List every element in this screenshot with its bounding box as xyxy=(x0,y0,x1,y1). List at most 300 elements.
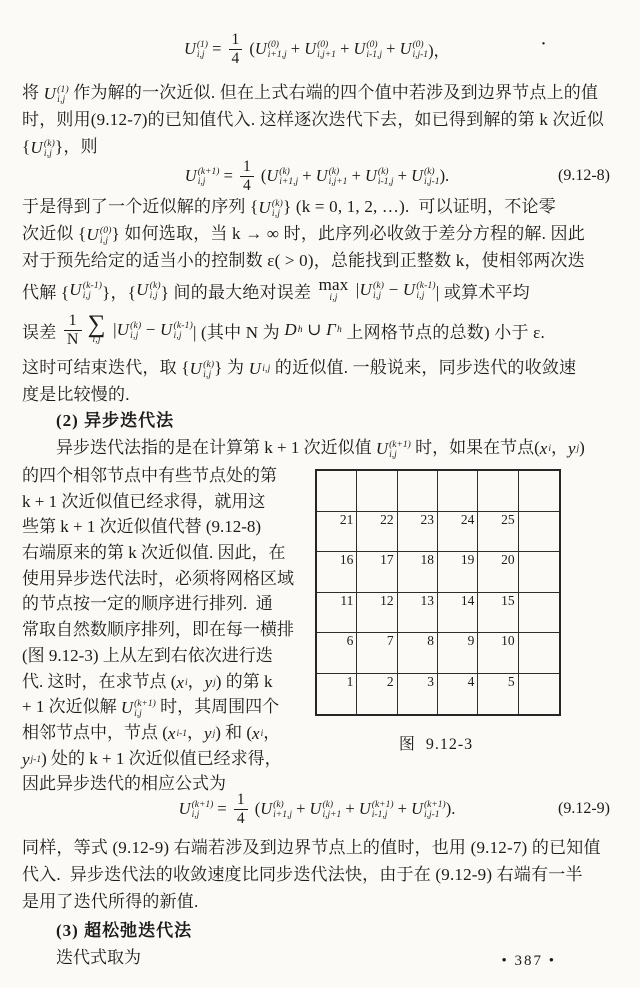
fraction-numerator: 1 xyxy=(236,791,245,809)
math-scripts xyxy=(174,322,193,342)
math-superscript: (k) xyxy=(43,139,56,150)
grid-cell xyxy=(398,512,438,553)
text-line xyxy=(22,641,316,667)
grid-node-number: 23 xyxy=(420,511,434,527)
grid-cell xyxy=(398,552,438,593)
grid-cell xyxy=(317,633,357,674)
math-term xyxy=(86,225,111,245)
page-number: • 387 • xyxy=(501,953,556,969)
text-run: 对于预先给定的适当小的控制数 ε( > 0)，总能找到正整数 k，使相邻两次迭 xyxy=(22,251,585,270)
grid-node-number: 4 xyxy=(467,673,475,689)
math-term xyxy=(568,439,579,459)
text-run: 异步迭代法指的是在计算第 k + 1 次近似值 xyxy=(56,438,376,457)
grid-cell xyxy=(438,593,478,634)
text-run: 时，如果在节点( xyxy=(410,438,540,457)
figure-caption: 图 9.12-3 xyxy=(398,736,474,753)
grid-node-number: 5 xyxy=(507,673,515,689)
text-run: 代. 这时，在求节点 ( xyxy=(22,671,177,691)
math-subscript: j xyxy=(213,677,216,688)
fraction-numerator: 1 xyxy=(68,311,77,329)
math-subscript: j xyxy=(576,444,580,455)
math-superscript: (0) xyxy=(317,40,329,50)
math-subscript: i,j xyxy=(203,370,212,381)
text-run: + xyxy=(298,166,316,185)
grid-cell xyxy=(438,552,478,593)
text-run: 于是得到了一个近似解的序列 { xyxy=(22,197,259,216)
fraction-denominator: 4 xyxy=(234,809,248,827)
math-base: U xyxy=(399,39,412,58)
text-line xyxy=(22,105,616,132)
math-term xyxy=(69,280,102,300)
math-superscript: (k+1) xyxy=(191,800,214,810)
text-run: (图 9.12-3) 上从左到右依次进行迭 xyxy=(22,645,273,665)
equation-body xyxy=(185,158,449,193)
grid-cell xyxy=(357,633,397,674)
math-superscript: (k) xyxy=(203,360,215,371)
text-run: 同样，等式 (9.12-9) 右端若涉及到边界节点上的值时，也用 (9.12-7) 的已知值 xyxy=(22,838,601,857)
math-subscript: i,j xyxy=(82,291,91,301)
math-scripts xyxy=(373,282,384,302)
math-subscript: i,j-1 xyxy=(412,50,429,60)
math-superscript: (0) xyxy=(412,40,424,50)
text-run: 代解 { xyxy=(22,282,70,302)
math-term xyxy=(252,724,263,744)
math-under-limit: i,j xyxy=(329,293,338,304)
section3-lead-line: 迭代式取为 xyxy=(56,948,141,967)
grid-cell xyxy=(478,593,518,634)
math-base: U xyxy=(266,166,279,185)
text-run: | xyxy=(108,320,117,339)
math-base: U xyxy=(184,166,197,185)
text-run: 的近似值. 一般说来，同步迭代的收敛速 xyxy=(270,358,577,377)
math-superscript: (k+1) xyxy=(197,167,220,177)
math-subscript: i,j xyxy=(99,236,109,247)
math-underscript xyxy=(87,311,106,346)
grid-cell xyxy=(519,552,559,593)
text-run: } 如何选取，当 k → ∞ 时，此序列必收敛于差分方程的解. 因此 xyxy=(111,224,585,243)
grid-figure xyxy=(315,469,561,716)
grid-node-number: 19 xyxy=(460,552,475,567)
fraction-denominator: 4 xyxy=(240,176,254,194)
text-run: 上网格节点的总数) 小于 ε. xyxy=(341,322,545,342)
math-superscript: (k) xyxy=(423,167,435,177)
math-subscript: i,j xyxy=(416,291,425,301)
math-base: U xyxy=(402,280,416,299)
grid-cell xyxy=(357,674,397,715)
equation-body xyxy=(184,31,450,66)
text-run: 使用异步迭代法时，必须将网格区域 xyxy=(22,568,294,588)
math-scripts xyxy=(322,801,341,821)
text-run: } 为 xyxy=(214,358,249,377)
math-superscript: (k) xyxy=(130,321,142,331)
text-line xyxy=(22,219,616,246)
grid-cell xyxy=(478,674,518,715)
math-subscript: i,j xyxy=(134,709,142,720)
text-line xyxy=(22,380,616,407)
grid-cell xyxy=(478,512,518,553)
math-term xyxy=(304,39,336,59)
text-run: + xyxy=(286,39,305,58)
math-base: y xyxy=(204,723,212,743)
grid-node-number: 6 xyxy=(346,633,354,648)
math-term xyxy=(310,799,342,819)
math-subscript: i+1,j xyxy=(279,177,299,187)
math-subscript: i,j xyxy=(196,50,205,60)
math-base: U xyxy=(30,138,43,158)
math-term xyxy=(376,439,411,459)
math-underscript xyxy=(319,276,349,304)
text-run: 时，其周围四个 xyxy=(155,697,280,717)
grid-node-number: 25 xyxy=(501,511,515,527)
fraction xyxy=(240,158,254,193)
math-subscript: i,j xyxy=(173,331,182,341)
math-base: y xyxy=(204,672,213,692)
text-run: 误差 xyxy=(22,322,61,342)
math-subscript: i-1,j xyxy=(366,50,382,60)
grid-cell xyxy=(438,633,478,674)
math-base: max xyxy=(318,275,349,295)
math-subscript: i,j xyxy=(271,209,281,220)
math-term xyxy=(44,84,69,104)
math-subscript: i,j+1 xyxy=(322,810,342,820)
math-term xyxy=(359,799,394,819)
math-superscript: (k+1) xyxy=(389,440,411,451)
math-scripts xyxy=(372,801,394,821)
grid-cell xyxy=(317,593,357,634)
math-subscript: h xyxy=(336,325,342,335)
text-line xyxy=(22,192,616,219)
fraction-denominator: N xyxy=(64,330,82,349)
math-scripts xyxy=(150,282,161,302)
text-run: + xyxy=(382,39,400,58)
math-base: U xyxy=(258,198,271,218)
text-run: 是用了迭代所得的新值. xyxy=(22,892,199,911)
text-run: − xyxy=(384,280,403,299)
math-subscript: i-1,j xyxy=(371,810,388,820)
math-subscript: i xyxy=(184,677,188,688)
left-column-text xyxy=(22,461,316,795)
math-term xyxy=(249,359,271,379)
math-subscript: i xyxy=(548,444,551,455)
text-line xyxy=(22,744,316,770)
math-term xyxy=(184,39,208,59)
grid-node-number: 20 xyxy=(501,552,515,567)
text-run: 度是比较慢的. xyxy=(22,385,130,404)
math-base: U xyxy=(120,698,134,718)
math-subscript: i,j xyxy=(389,450,397,461)
text-run: ∪ xyxy=(302,320,327,339)
text-run: ( xyxy=(245,39,255,58)
text-run: + 1 次近似解 xyxy=(22,697,121,717)
math-base: x xyxy=(176,672,184,692)
math-term xyxy=(168,724,187,744)
text-run: 次近似 { xyxy=(22,224,87,243)
math-subscript: i,j xyxy=(57,95,66,106)
math-base: U xyxy=(411,799,423,818)
text-run: 这时可结束迭代，取 { xyxy=(22,358,190,377)
fraction-numerator: 1 xyxy=(243,158,251,176)
math-term xyxy=(22,750,41,770)
text-line xyxy=(22,512,316,538)
math-base: U xyxy=(43,84,57,104)
grid-cell xyxy=(438,512,478,553)
text-line xyxy=(22,564,316,590)
math-scripts xyxy=(203,361,214,381)
grid-node-number: 22 xyxy=(380,511,394,527)
text-line xyxy=(22,860,616,887)
math-term xyxy=(326,320,342,340)
math-term xyxy=(160,320,193,340)
math-subscript: i,j xyxy=(373,291,382,301)
text-line xyxy=(22,887,616,914)
math-base: U xyxy=(69,280,82,299)
text-line xyxy=(22,273,616,307)
text-run: 右端原来的第 k 次近似值. 因此，在 xyxy=(22,543,286,563)
text-run: | xyxy=(351,280,360,299)
math-term xyxy=(136,280,161,300)
text-run: + xyxy=(335,39,354,58)
math-scripts xyxy=(424,801,446,821)
math-superscript: (1) xyxy=(196,40,208,50)
text-run: )， xyxy=(428,41,451,60)
math-base: U xyxy=(315,166,328,185)
grid-cell xyxy=(478,471,518,512)
math-subscript: j-1 xyxy=(30,754,42,765)
math-base: U xyxy=(411,166,423,185)
text-run: ) 的第 k xyxy=(215,671,273,691)
math-superscript: (k+1) xyxy=(371,800,394,810)
grid-node-number: 12 xyxy=(380,592,394,608)
grid-node-number: 1 xyxy=(346,673,354,689)
section-heading-sor: (3) 超松弛迭代法 xyxy=(56,921,193,940)
math-base: y xyxy=(22,749,30,769)
math-term xyxy=(205,673,216,693)
text-run: 作为解的一次近似. 但在上式右端的四个值中若涉及到边界节点上的值 xyxy=(68,83,599,102)
text-run: } (k = 0, 1, 2, …). 可以证明，不论零 xyxy=(283,197,556,216)
print-speck: · xyxy=(541,36,547,52)
math-base: U xyxy=(248,359,262,379)
grid-cell xyxy=(317,512,357,553)
grid-cell xyxy=(398,471,438,512)
math-term xyxy=(185,166,220,186)
math-base: x xyxy=(167,723,176,743)
text-run: | 或算术平均 xyxy=(435,282,530,302)
math-scripts xyxy=(198,168,220,188)
math-base: Γ xyxy=(326,320,336,339)
math-base: U xyxy=(353,39,366,58)
math-term xyxy=(255,39,287,59)
fraction xyxy=(64,312,82,348)
text-run: ， xyxy=(187,722,205,742)
math-base: U xyxy=(86,225,99,245)
math-superscript: (1) xyxy=(57,85,69,96)
text-line xyxy=(22,589,316,615)
math-scripts xyxy=(272,200,283,220)
math-term xyxy=(284,320,302,340)
math-scripts xyxy=(378,168,394,188)
math-base: U xyxy=(375,439,389,459)
math-term xyxy=(117,320,142,340)
fraction-denominator: 4 xyxy=(229,49,243,67)
math-base: U xyxy=(365,166,377,185)
math-term xyxy=(204,724,215,744)
math-base: U xyxy=(189,359,203,379)
math-subscript: i-1 xyxy=(176,728,188,739)
math-term xyxy=(411,799,446,819)
math-subscript: i,j xyxy=(149,291,158,301)
math-base: U xyxy=(178,799,191,818)
text-line xyxy=(22,353,616,380)
fraction xyxy=(229,31,243,66)
text-line xyxy=(22,538,316,564)
grid-cell xyxy=(398,633,438,674)
grid-node-number: 13 xyxy=(420,592,434,608)
math-base: y xyxy=(567,439,576,459)
math-scripts xyxy=(57,86,69,106)
text-line xyxy=(22,615,316,641)
math-subscript: h xyxy=(297,325,303,335)
math-subscript: i,j xyxy=(262,364,271,375)
math-superscript: (k+1) xyxy=(134,699,156,710)
math-subscript: i,j-1 xyxy=(423,810,440,820)
text-run: ， xyxy=(187,671,205,691)
grid-cell xyxy=(438,471,478,512)
math-base: U xyxy=(304,39,317,58)
math-term xyxy=(360,280,385,300)
math-scripts xyxy=(279,168,298,188)
fraction-numerator: 1 xyxy=(231,31,240,49)
text-run: ) 和 ( xyxy=(215,722,253,742)
math-base: ∑ xyxy=(87,311,106,339)
text-run: } 间的最大绝对误差 xyxy=(160,282,316,302)
math-scripts xyxy=(366,41,382,61)
math-term xyxy=(365,166,394,186)
grid-cell xyxy=(398,674,438,715)
grid-cell xyxy=(519,471,559,512)
text-run: ( xyxy=(250,799,261,818)
grid-node-number: 3 xyxy=(427,673,434,689)
grid-node-number: 15 xyxy=(501,592,515,608)
text-run: ( xyxy=(256,166,267,185)
math-subscript: j xyxy=(212,728,216,739)
equation-9-12-9 xyxy=(22,786,612,832)
text-run: }，{ xyxy=(102,282,137,302)
math-base: U xyxy=(116,320,130,339)
math-subscript: i,j xyxy=(197,177,206,187)
text-run: 些第 k + 1 次近似值代替 (9.12-8) xyxy=(22,517,262,537)
text-run: ) xyxy=(579,438,585,457)
grid-cell xyxy=(398,593,438,634)
grid-cell xyxy=(478,552,518,593)
text-run: ， xyxy=(263,722,281,742)
math-term xyxy=(354,39,383,59)
text-run: ) 处的 k + 1 次近似值已经求得， xyxy=(41,748,282,768)
grid-cell xyxy=(317,552,357,593)
math-superscript: (k) xyxy=(328,167,340,177)
math-superscript: (k) xyxy=(271,199,284,210)
equation-body xyxy=(179,791,456,826)
math-scripts xyxy=(100,227,112,247)
text-run: 常取自然数顺序排列，即在每一横排 xyxy=(22,620,294,640)
math-scripts xyxy=(134,700,156,720)
text-run: | (其中 N 为 xyxy=(192,322,285,342)
equation-initial-approximation xyxy=(22,26,612,72)
math-scripts xyxy=(416,282,435,302)
math-base: U xyxy=(309,799,322,818)
text-line xyxy=(22,487,316,513)
text-line xyxy=(22,307,616,353)
text-run: = xyxy=(207,39,226,58)
grid-cell xyxy=(519,633,559,674)
grid-node-number: 2 xyxy=(386,673,394,689)
grid-cell xyxy=(478,633,518,674)
text-run: ， xyxy=(550,438,568,457)
grid-cell xyxy=(317,674,357,715)
math-base: x xyxy=(252,723,260,743)
math-term xyxy=(400,39,429,59)
text-run: 代入. 异步迭代法的收敛速度比同步迭代法快，由于在 (9.12-9) 右端有一半 xyxy=(22,865,583,884)
text-run: 因此异步迭代的相应公式为 xyxy=(22,774,226,794)
grid-node-number: 8 xyxy=(427,633,434,648)
math-scripts xyxy=(130,322,141,342)
text-run: 将 xyxy=(22,83,44,102)
text-line xyxy=(22,78,616,105)
grid-node-number: 14 xyxy=(460,592,475,608)
grid-node-number: 7 xyxy=(386,633,394,648)
text-line xyxy=(22,692,316,718)
math-term xyxy=(258,198,283,218)
math-term xyxy=(316,166,348,186)
grid-node-number: 24 xyxy=(460,511,475,527)
text-run: 的节点按一定的顺序进行排列. 通 xyxy=(22,594,273,614)
text-line xyxy=(22,667,316,693)
math-term xyxy=(411,166,440,186)
paragraph-2 xyxy=(22,192,616,407)
math-superscript: (k+1) xyxy=(423,800,446,810)
text-run: ). xyxy=(439,166,450,185)
math-base: U xyxy=(136,280,149,299)
math-superscript: (k) xyxy=(377,167,389,177)
text-run: k + 1 次近似值已经求得，就用这 xyxy=(22,491,266,511)
math-scripts xyxy=(317,41,336,61)
math-superscript: (0) xyxy=(366,40,378,50)
math-subscript: i,j-1 xyxy=(423,177,440,187)
grid-cell xyxy=(357,593,397,634)
math-scripts xyxy=(424,168,440,188)
grid-node-number: 16 xyxy=(339,552,354,567)
math-superscript: (k-1) xyxy=(416,281,436,291)
text-run: + xyxy=(393,166,412,185)
math-superscript: (k-1) xyxy=(82,281,103,291)
text-run: }，则 xyxy=(55,137,98,156)
text-run: = xyxy=(213,799,231,818)
math-scripts xyxy=(83,282,102,302)
section2-intro-line xyxy=(56,433,616,460)
math-subscript: i,j+1 xyxy=(328,177,348,187)
math-term xyxy=(266,166,298,186)
math-superscript: (k) xyxy=(373,281,385,291)
paragraph-1 xyxy=(22,78,616,159)
text-run: 时，则用(9.12-7)的已知值代入. 这样逐次迭代下去，如已得到解的第 k 次近似 xyxy=(22,110,605,129)
math-subscript: i,j xyxy=(130,331,139,341)
math-scripts xyxy=(329,168,348,188)
grid-node-number: 11 xyxy=(340,592,354,608)
math-base: x xyxy=(539,439,548,459)
grid-node-number: 17 xyxy=(380,552,394,567)
math-scripts xyxy=(268,41,287,61)
math-base: U xyxy=(358,799,371,818)
text-line xyxy=(22,833,616,860)
